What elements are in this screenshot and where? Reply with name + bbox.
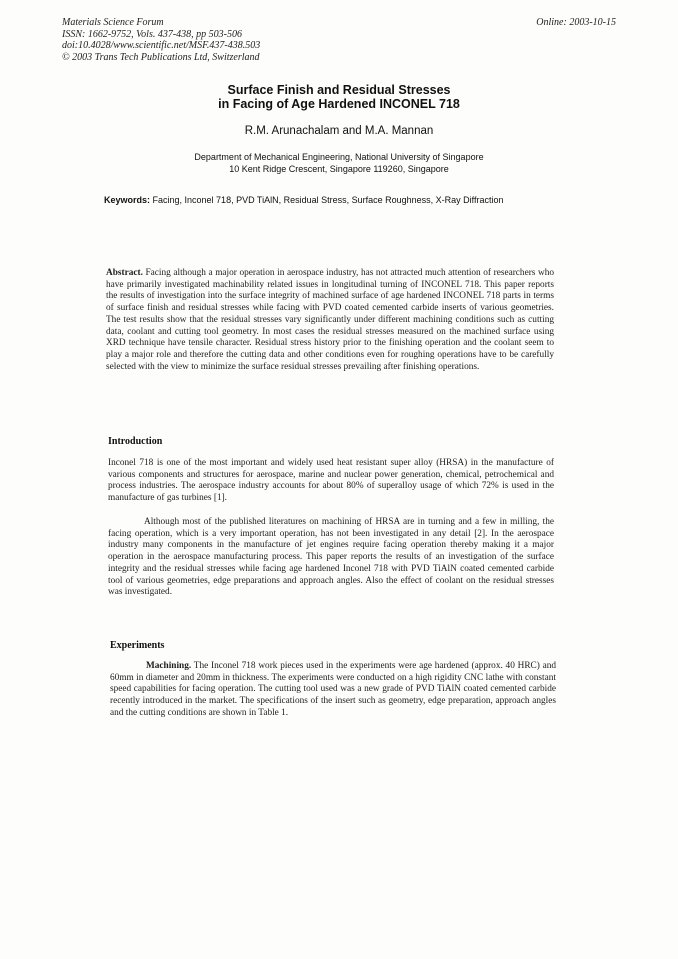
authors: R.M. Arunachalam and M.A. Mannan (244, 125, 434, 137)
machining-text: The Inconel 718 work pieces used in the experiments were age hardened (approx. 40 HRC) and 60mm in diameter and 20mm in thickness. The experiments were conducted on a high rigidity CNC lathe with constant speed capabilities for facing operation. The cutting tool used was a new grade of PVD TiAlN coated cemented carbide recently introduced in the market. The specifications of the insert such as geometry, edge preparation, approach angles and the cutting conditions are shown in Table 1. (110, 661, 556, 718)
abstract (106, 268, 554, 373)
keywords-text: Facing, Inconel 718, PVD TiAlN, Residual Stress, Surface Roughness, X-Ray Diffraction (150, 195, 504, 205)
journal-header (62, 17, 260, 63)
issn-line: ISSN: 1662-9752, Vols. 437-438, pp 503-506 (62, 28, 242, 40)
introduction-paragraph-2: Although most of the published literatures on machining of HRSA are in turning and a few in milling, the facing operation, which is a very important operation, has not been investigated in any detail [2]. In the aerospace industry many components in the manufacture of jet engines require facing operation thereby making it a major operation in the aerospace manufacturing process. This paper reports the results of an investigation of the surface integrity and the residual stresses while facing age hardened Inconel 718 with PVD TiAlN coated cemented carbide tool of various geometries, edge preparations and approach angles. Also the effect of coolant on the residual stresses was investigated. (108, 517, 554, 598)
title-line-2: in Facing of Age Hardened INCONEL 718 (218, 97, 460, 111)
online-date: Online: 2003-10-15 (536, 17, 616, 28)
abstract-text: Facing although a major operation in aerospace industry, has not attracted much attention of researchers who have primarily investigated machinability related issues in longitudinal turning of INCONEL 718. This paper reports the results of investigation into the surface integrity of machined surface of age hardened INCONEL 718 parts in terms of surface finish and residual stresses while facing with PVD coated cemented carbide inserts of various geometries. The test results show that the residual stresses vary significantly under different machining conditions such as cutting data, coolant and cutting tool geometry. In most cases the residual stresses measured on the machined surface using XRD technique have tensile character. Residual stress history prior to the finishing operation and the coolant seem to play a major role and therefore the cutting data and other conditions even for roughing operations have to be carefully selected with the view to minimize the surface residual stresses prevailing after finishing operations. (106, 268, 554, 372)
journal-name: Materials Science Forum (62, 17, 164, 28)
experiments-heading: Experiments (110, 640, 165, 651)
affiliation-line-1: Department of Mechanical Engineering, National University of Singapore (194, 152, 484, 162)
copyright-line: © 2003 Trans Tech Publications Ltd, Switzerland (62, 51, 260, 63)
machining-label: Machining. (146, 661, 192, 671)
doi-line: doi:10.4028/www.scientific.net/MSF.437-438.503 (62, 40, 261, 51)
introduction-heading: Introduction (108, 436, 163, 447)
paper-title (0, 83, 678, 111)
keywords (104, 194, 524, 206)
affiliation-line-2: 10 Kent Ridge Crescent, Singapore 119260, Singapore (229, 164, 449, 174)
machining-paragraph (110, 661, 556, 720)
keywords-label: Keywords: (104, 195, 151, 205)
abstract-label: Abstract. (106, 268, 143, 278)
affiliation (0, 151, 678, 175)
introduction-paragraph-1: Inconel 718 is one of the most important and widely used heat resistant super alloy (HRSA) in the manufacture of various components and structures for aerospace, marine and nuclear power generation, chemical, petrochemical and process industries. The aerospace industry accounts for about 80% of superalloy usage of which 72% is used in the manufacture of gas turbines [1]. (108, 458, 554, 504)
title-line-1: Surface Finish and Residual Stresses (227, 83, 451, 97)
